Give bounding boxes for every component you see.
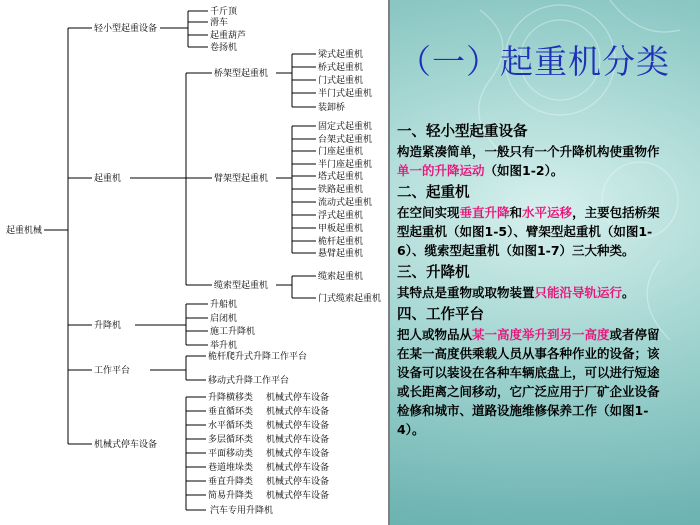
tree-leaf-label: 汽车专用升降机: [210, 506, 274, 516]
tree-leaf-label: 门式起重机: [318, 76, 364, 86]
section-3: [397, 263, 665, 302]
highlighted-text: 某一高度举升到另一高度: [472, 327, 610, 342]
tree-group-label: 起重机: [94, 174, 122, 184]
tree-leaf-label: 千斤顶: [210, 7, 238, 17]
tree-leaf-label: 悬臂起重机: [318, 249, 364, 259]
tree-leaf-suffix-label: 机械式停车设备: [266, 449, 330, 459]
body-text: 在空间实现: [397, 205, 460, 220]
tree-subgroup-label: 缆索型起重机: [214, 281, 269, 291]
section-text: [397, 142, 665, 180]
tree-leaf-label: 移动式升降工作平台: [208, 376, 290, 386]
tree-leaf-label: 浮式起重机: [318, 211, 364, 221]
tree-leaf-label: 半门式起重机: [318, 89, 373, 99]
content-area: [397, 122, 665, 442]
tree-group-label: 升降机: [94, 321, 122, 331]
body-text: 。: [622, 285, 635, 300]
tree-subgroup-label: 臂架型起重机: [214, 174, 269, 184]
body-text: 把人或物品从: [397, 327, 473, 342]
tree-group-label: 轻小型起重设备: [94, 24, 158, 34]
tree-leaf-label: 半门座起重机: [318, 160, 373, 170]
highlighted-text: 只能沿导轨运行: [534, 285, 623, 300]
body-text: ，主要包括桥架型起重机（如图1-5）、臂架型起重机（如图1-6）、缆索型起重机（如图1-7）三大种类。: [397, 205, 660, 258]
tree-leaf-suffix-label: 机械式停车设备: [266, 463, 330, 473]
tree-leaf-label: 起重葫芦: [210, 31, 247, 41]
tree-leaf-label: 门式缆索起重机: [318, 294, 382, 304]
section-text: [397, 203, 665, 260]
tree-leaf-label: 台架式起重机: [318, 135, 373, 145]
tree-leaf-label: 甲板起重机: [318, 224, 364, 234]
tree-leaf-label: 桥式起重机: [318, 63, 364, 73]
highlighted-text: 水平运移: [522, 205, 573, 220]
tree-leaf-label: 升船机: [210, 300, 238, 310]
tree-leaf-label: 铁路起重机: [318, 185, 364, 195]
tree-leaf-label: 垂直循环类: [208, 407, 254, 417]
tree-leaf-label: 水平循环类: [208, 421, 254, 431]
highlighted-text: 垂直升降: [459, 205, 510, 220]
section-text: [397, 325, 665, 439]
tree-leaf-label: 垂直升降类: [208, 477, 254, 487]
tree-root-label: 起重机械: [6, 226, 43, 236]
section-4: [397, 305, 665, 439]
tree-leaf-suffix-label: 机械式停车设备: [266, 491, 330, 501]
tree-leaf-suffix-label: 机械式停车设备: [266, 477, 330, 487]
body-text: 和: [509, 205, 523, 220]
body-text: 构造紧凑简单，一般只有一个升降机构使重物作: [397, 144, 660, 159]
page-title: （一）起重机分类: [398, 42, 670, 81]
section-heading: 四、工作平台: [397, 307, 484, 323]
tree-leaf-label: 固定式起重机: [318, 122, 373, 132]
body-text: 其特点是重物或取物装置: [397, 285, 535, 300]
tree-leaf-label: 施工升降机: [210, 327, 256, 337]
tree-leaf-label: 桅杆起重机: [318, 237, 364, 247]
tree-leaf-suffix-label: 机械式停车设备: [266, 407, 330, 417]
tree-leaf-label: 平面移动类: [208, 449, 254, 459]
tree-group-label: 工作平台: [94, 366, 131, 376]
tree-leaf-label: 梁式起重机: [318, 50, 364, 60]
tree-leaf-label: 流动式起重机: [318, 198, 373, 208]
tree-leaf-suffix-label: 机械式停车设备: [266, 393, 330, 403]
tree-leaf-suffix-label: 机械式停车设备: [266, 421, 330, 431]
tree-leaf-label: 桅杆爬升式升降工作平台: [208, 352, 308, 362]
tree-leaf-label: 滑车: [210, 18, 229, 28]
body-text: （如图1-2）。: [484, 163, 564, 178]
tree-subgroup-label: 桥架型起重机: [214, 69, 269, 79]
tree-leaf-label: 巷道堆垛类: [208, 463, 254, 473]
tree-group-label: 机械式停车设备: [94, 440, 158, 450]
highlighted-text: 单一的升降运动: [397, 163, 485, 178]
body-text: 或者停留在某一高度供乘载人员从事各种作业的设备；该设备可以装设在各种车辆底盘上，可以进行短途或长距离之间移动，它广泛应用于厂矿企业设备检修和城市、道路设施维修保养工作（如图1-4）。: [397, 327, 660, 437]
tree-leaf-label: 简易升降类: [208, 491, 254, 501]
tree-leaf-label: 启闭机: [210, 314, 238, 324]
tree-leaf-label: 门座起重机: [318, 147, 364, 157]
section-heading: 二、起重机: [397, 185, 470, 201]
tree-leaf-label: 塔式起重机: [318, 172, 364, 182]
tree-leaf-label: 举升机: [210, 341, 238, 351]
tree-leaf-label: 缆索起重机: [318, 272, 364, 282]
tree-leaf-label: 卷扬机: [210, 43, 238, 53]
tree-leaf-label: 装卸桥: [318, 103, 346, 113]
tree-leaf-suffix-label: 机械式停车设备: [266, 435, 330, 445]
section-heading: 一、轻小型起重设备: [397, 124, 528, 140]
section-1: [397, 122, 665, 180]
section-2: [397, 183, 665, 260]
tree-leaf-label: 多层循环类: [208, 435, 254, 445]
tree-leaf-label: 升降横移类: [208, 393, 254, 403]
section-heading: 三、升降机: [397, 265, 470, 281]
section-text: [397, 283, 665, 302]
